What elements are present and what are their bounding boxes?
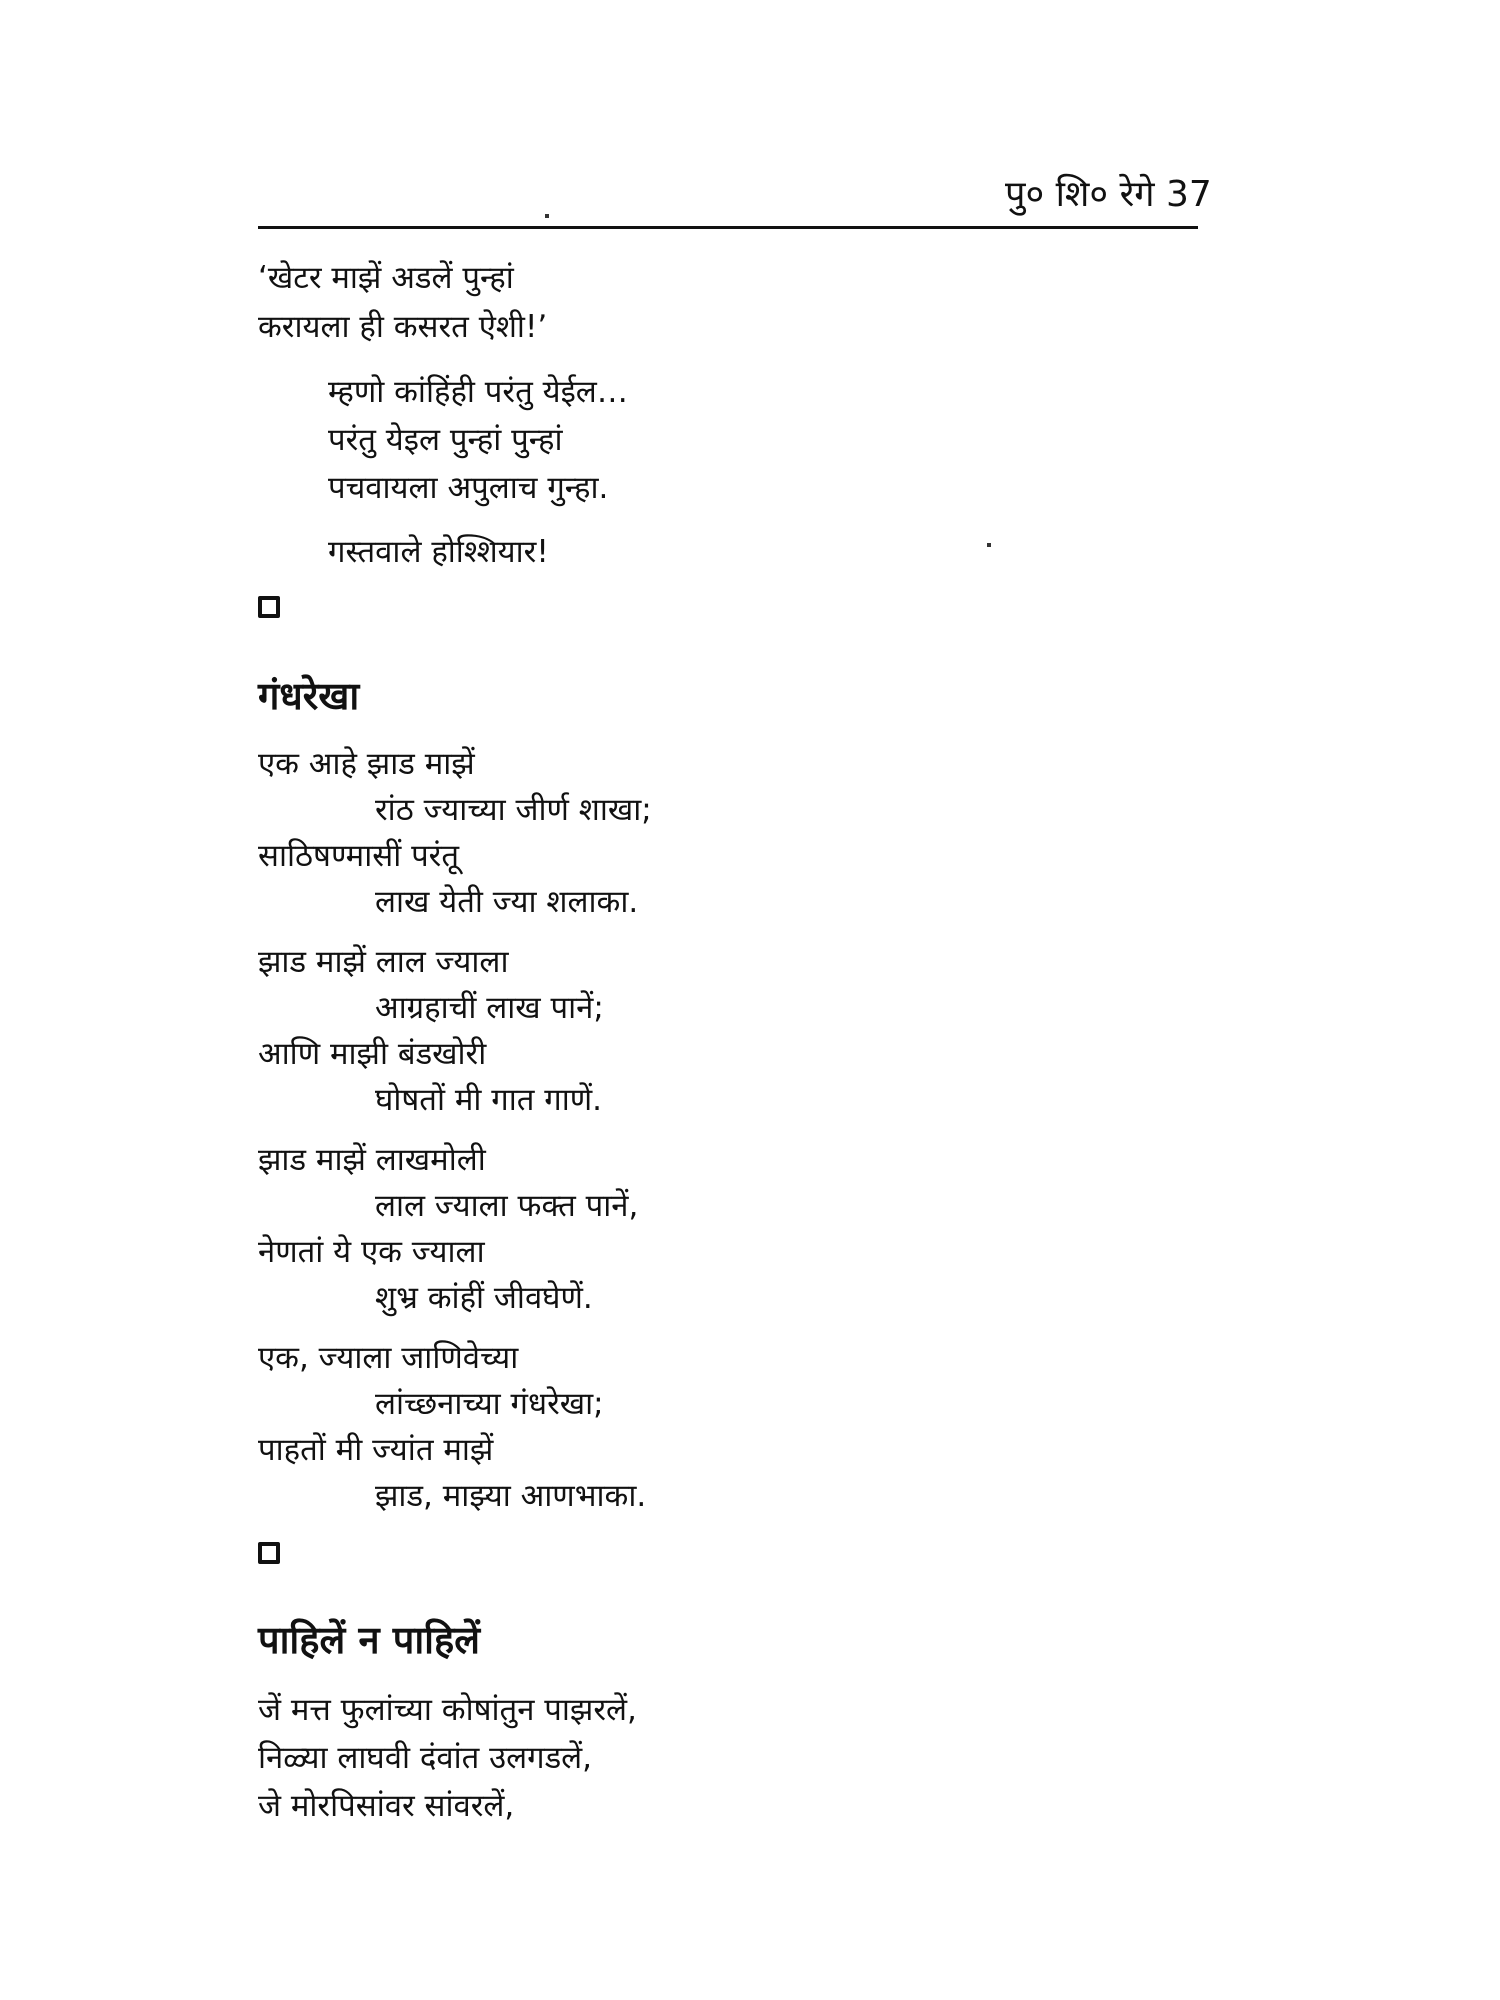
verse-line: आणि माझी बंडखोरी xyxy=(258,1036,487,1072)
section-end-mark xyxy=(258,1542,280,1564)
verse-line: झाड माझें लाखमोली xyxy=(258,1142,486,1178)
verse-line: म्हणो कांहिंही परंतु येईल… xyxy=(328,374,628,410)
verse-line: जें मत्त फुलांच्या कोषांतुन पाझरलें, xyxy=(258,1692,637,1728)
verse-line: जे मोरपिसांवर सांवरलें, xyxy=(258,1788,515,1824)
verse-line: झाड, माझ्या आणभाका. xyxy=(375,1478,647,1514)
verse-line: रांठ ज्याच्या जीर्ण शाखा; xyxy=(375,792,652,828)
verse-line: नेणतां ये एक ज्याला xyxy=(258,1234,485,1270)
running-title: पु० शि० रेगे 37 xyxy=(1005,174,1212,215)
verse-line: साठिषण्मासीं परंतू xyxy=(258,838,460,874)
verse-line: शुभ्र कांहीं जीवघेणें. xyxy=(375,1280,593,1316)
verse-line: परंतु येइल पुन्हां पुन्हां xyxy=(328,422,563,458)
verse-line: करायला ही कसरत ऐशी!’ xyxy=(258,309,548,345)
section-end-mark xyxy=(258,596,280,618)
verse-line: लांच्छनाच्या गंधरेखा; xyxy=(375,1386,604,1422)
verse-line: पाहतों मी ज्यांत माझें xyxy=(258,1432,494,1468)
verse-line: गस्तवाले होश्शियार! xyxy=(328,534,549,570)
verse-line: निळ्या लाघवी दंवांत उलगडलें, xyxy=(258,1740,593,1776)
verse-line: झाड माझें लाल ज्याला xyxy=(258,944,509,980)
verse-line: लाल ज्याला फक्त पानें, xyxy=(375,1188,639,1224)
verse-line: एक आहे झाड माझें xyxy=(258,746,475,782)
verse-line: आग्रहाचीं लाख पानें; xyxy=(375,990,604,1026)
speck xyxy=(545,214,549,218)
verse-line: घोषतों मी गात गाणें. xyxy=(375,1082,602,1118)
verse-line: लाख येती ज्या शलाका. xyxy=(375,884,639,920)
verse-line: पचवायला अपुलाच गुन्हा. xyxy=(328,470,609,506)
verse-line: ‘खेटर माझें अडलें पुन्हां xyxy=(258,260,514,296)
verse-line: एक, ज्याला जाणिवेच्या xyxy=(258,1340,519,1376)
poem-title: गंधरेखा xyxy=(258,674,360,718)
header-rule xyxy=(258,226,1198,229)
speck xyxy=(987,543,991,547)
poem-title: पाहिलें न पाहिलें xyxy=(258,1618,480,1662)
